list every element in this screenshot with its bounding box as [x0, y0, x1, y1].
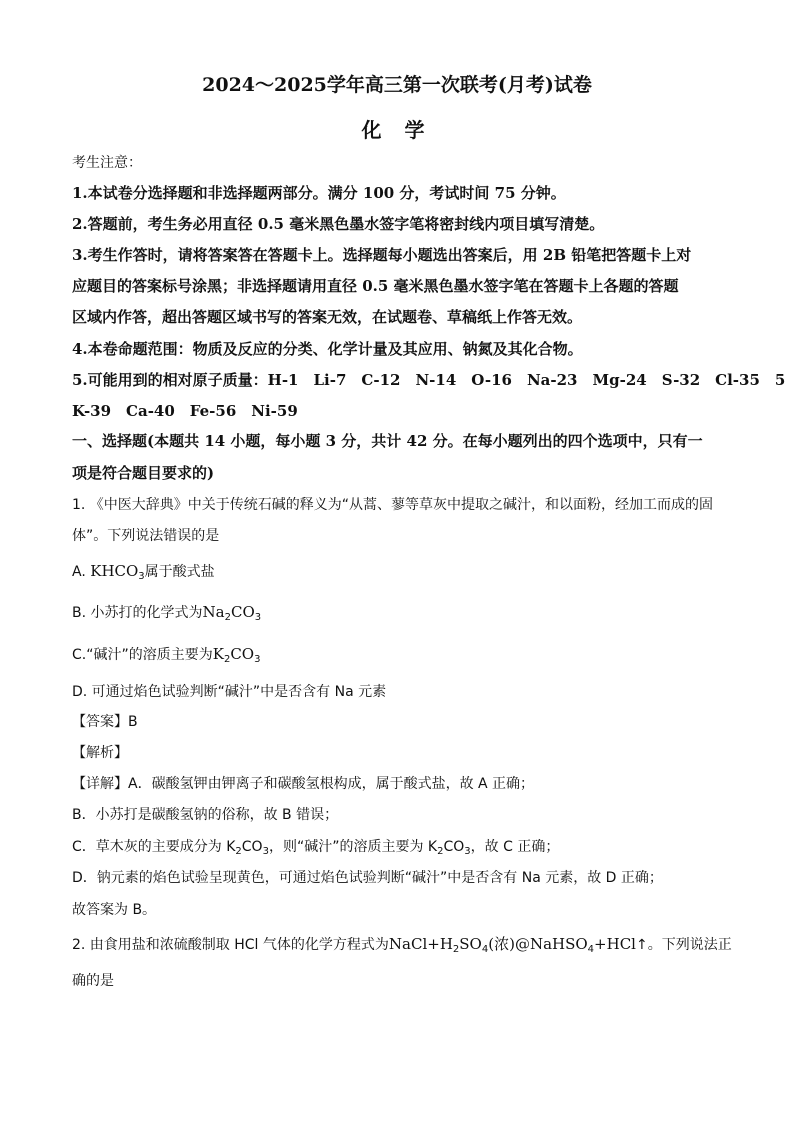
q1-analysis-label: 【解析】	[72, 745, 128, 761]
q1-detail-b: B．小苏打是碳酸氢钠的俗称，故 B 错误；	[72, 807, 339, 823]
notice-item-3c: 区域内作答，超出答题区域书写的答案无效，在试题卷、草稿纸上作答无效。	[72, 308, 583, 326]
q1-detail-a: 【详解】A．碳酸氢钾由钾离子和碳酸氢根构成，属于酸式盐，故 A 正确；	[72, 776, 535, 792]
q1-stem-line2: 体”。下列说法错误的是	[72, 528, 220, 544]
notice-item-3b: 应题目的答案标号涂黑；非选择题请用直径 0.5 毫米黑色墨水签字笔在答题卡上各题的答题	[72, 277, 679, 295]
notice-heading: 考生注意：	[72, 155, 142, 171]
subject-title: 化 学	[361, 118, 433, 142]
q2-stem-line2: 确的是	[72, 973, 114, 989]
exam-title: 2024～2025学年高三第一次联考(月考)试卷	[202, 74, 592, 96]
section-heading-line2: 项是符合题目要求的)	[72, 464, 215, 482]
notice-item-2: 2.答题前，考生务必用直径 0.5 毫米黑色墨水签字笔将密封线内项目填写清楚。	[72, 215, 605, 233]
q1-answer: 【答案】B	[72, 714, 138, 730]
q1-option-c: C.“碱汁”的溶质主要为$K_2CO_3$	[72, 645, 261, 665]
q1-detail-d: D．钠元素的焰色试验呈现黄色，可通过焰色试验判断“碱汁”中是否含有 Na 元素，故 D 正确；	[72, 870, 663, 886]
q1-option-d: D. 可通过焰色试验判断“碱汁”中是否含有 Na 元素	[72, 684, 387, 700]
q1-stem-line1: 1. 《中医大辞典》中关于传统石碱的释义为“从蒿、蓼等草灰中提取之碱汁，和以面粉，经加工而成的固	[72, 497, 714, 513]
notice-item-3a: 3.考生作答时，请将答案答在答题卡上。选择题每小题选出答案后，用 2B 铅笔把答题卡上对	[72, 246, 692, 264]
section-heading-line1: 一、选择题(本题共 14 小题，每小题 3 分，共计 42 分。在每小题列出的四个选项中，只有一	[72, 432, 703, 450]
q2-stem-line1: 2. 由食用盐和浓硫酸制取 HCl 气体的化学方程式为$NaCl+H_2SO_4$(浓)@NaHSO$_4$+HCl↑。下列说法正	[72, 935, 732, 955]
notice-item-1: 1.本试卷分选择题和非选择题两部分。满分 100 分，考试时间 75 分钟。	[72, 184, 566, 202]
q1-detail-c: C．草木灰的主要成分为 $K_2CO_3$，则“碱汁”的溶质主要为 $K_2CO_3$，故 C 正确；	[72, 839, 560, 857]
notice-item-5b: K-39 Ca-40 Fe-56 Ni-59	[72, 402, 298, 420]
notice-item-4: 4.本卷命题范围：物质及反应的分类、化学计量及其应用、钠氮及其化合物。	[72, 340, 583, 358]
q1-conclusion: 故答案为 B。	[72, 902, 157, 918]
q1-option-b: B. 小苏打的化学式为$Na_2CO_3$	[72, 603, 262, 623]
notice-item-5a: 5.可能用到的相对原子质量：H-1 Li-7 C-12 N-14 O-16 Na-23 Mg-24 S-32 Cl-35 5	[72, 371, 786, 389]
q1-option-a: A. $KHCO_3$属于酸式盐	[72, 562, 215, 582]
